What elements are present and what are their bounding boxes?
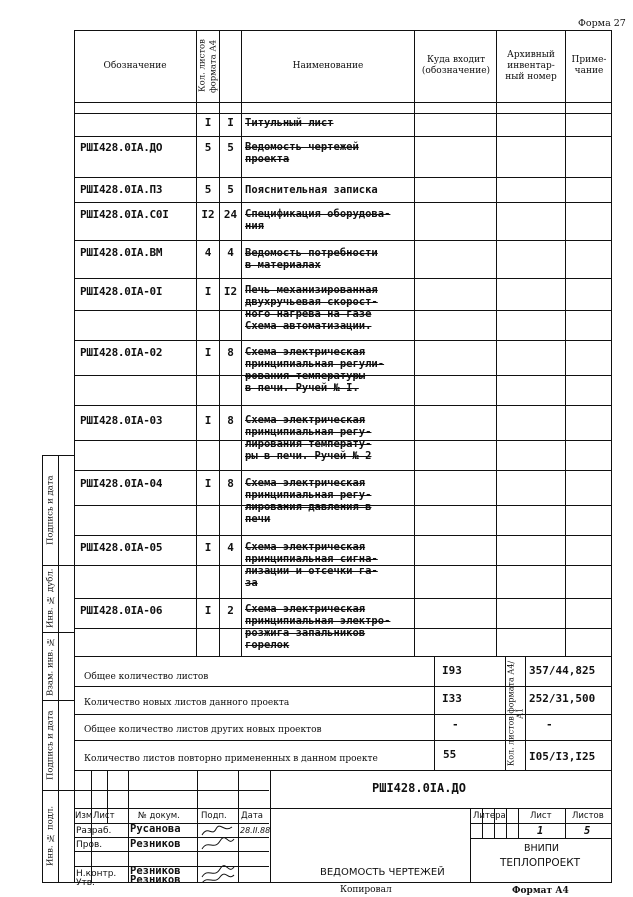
summary-a4: I05/I3,I25 <box>529 750 596 763</box>
row-sheets: I <box>204 477 212 490</box>
summary-label: Общее количество листов <box>84 672 209 682</box>
row-name: Титульный лист <box>245 117 334 129</box>
summary-a4: 252/31,500 <box>529 692 596 705</box>
side-label: Взам. инв. № <box>45 636 56 696</box>
row-code: РШI428.0IA.ПЗ <box>80 183 163 196</box>
row-sheets: 5 <box>204 141 212 154</box>
row-name: Схема электрическая принципиальная регули- рования температуры в печи. Ручей № I. <box>245 346 385 394</box>
stamp-role: Н.контр. <box>76 869 117 879</box>
row-sheets: I <box>204 346 212 359</box>
summary-label: Количество новых листов данного проекта <box>84 698 290 708</box>
header-note: Приме-чание <box>571 55 607 76</box>
stamp-role: Пров. <box>76 840 103 850</box>
stamp-col-header: Подп. <box>201 811 227 821</box>
row-a4: 8 <box>227 477 234 490</box>
summary-label: Количество листов повторно примененных в данном проекте <box>84 754 378 764</box>
row-code: РШI428.0IA-02 <box>80 346 163 359</box>
header-where-used: Куда входит (обозначение) <box>421 55 491 76</box>
summary-count: I33 <box>442 692 462 705</box>
row-code: РШI428.0IA-0I <box>80 285 163 298</box>
row-a4: 24 <box>223 208 238 221</box>
stamp-doc-code: РШI428.0IA.ДО <box>372 781 466 795</box>
row-name: Схема электрическая принципиальная регу- лирования температу- ры в печи. Ручей № 2 <box>245 414 372 462</box>
header-designation: Обозначение <box>103 60 167 71</box>
stamp-sheet-label: Лист <box>530 811 552 821</box>
row-name: Схема электрическая принципиальная сигна- лизации и отсечки га- за <box>245 541 378 589</box>
row-sheets: I <box>204 285 212 298</box>
form-label: Форма 27 <box>578 18 626 29</box>
row-a4: 5 <box>227 141 234 154</box>
row-sheets: I2 <box>201 208 215 221</box>
row-name: Спецификация оборудова- ния <box>245 208 391 232</box>
row-code: РШI428.0IA-06 <box>80 604 163 617</box>
row-name: Пояснительная записка <box>245 184 378 196</box>
row-a4: I2 <box>223 285 238 298</box>
stamp-litera-label: Литера <box>473 811 506 821</box>
header-sheet-count: Кол. листов <box>197 39 208 93</box>
summary-a4: 357/44,825 <box>529 664 596 677</box>
row-name: Печь механизированная двухручьевая скорост- ного нагрева на газе Схема автоматизации. <box>245 284 378 332</box>
stamp-person: Резников <box>130 838 181 850</box>
row-code: РШI428.0IA.ВМ <box>80 246 163 259</box>
row-a4: 2 <box>227 604 234 617</box>
row-sheets: 4 <box>204 246 212 259</box>
row-a4: 5 <box>227 183 234 196</box>
summary-count: I93 <box>442 664 462 677</box>
row-code: РШI428.0IA.С0I <box>80 208 169 221</box>
stamp-col-header: № докум. <box>138 811 180 821</box>
row-sheets: I <box>204 604 212 617</box>
header-format-a4: формата А4 <box>208 39 219 93</box>
stamp-role: Разраб. <box>76 826 112 836</box>
row-code: РШI428.0IA-04 <box>80 477 163 490</box>
row-a4: 8 <box>227 346 234 359</box>
stamp-person: Резников <box>130 874 181 886</box>
stamp-org-line2: ТЕПЛОПРОЕКТ <box>500 857 581 869</box>
stamp-role: Утв. <box>76 878 95 888</box>
row-name: Ведомость потребности в материалах <box>245 247 378 271</box>
row-sheets: I <box>204 541 212 554</box>
summary-count: - <box>452 718 459 731</box>
header-archive-no: Архивный инвентар-ный номер <box>505 49 557 82</box>
row-a4: I <box>227 116 234 129</box>
signature-marks <box>198 823 238 883</box>
stamp-sheet-no: 1 <box>537 825 544 837</box>
summary-count: 55 <box>443 748 457 761</box>
row-code: РШI428.0IA-03 <box>80 414 163 427</box>
row-name: Схема электрическая принципиальная регу- лирования давления в печи <box>245 477 372 525</box>
side-label: Инв. № дубл. <box>45 568 56 628</box>
row-name: Ведомость чертежей проекта <box>245 141 359 165</box>
row-code: РШI428.0IA-05 <box>80 541 163 554</box>
summary-a4: - <box>546 718 553 731</box>
stamp-sheets-total: 5 <box>584 825 591 837</box>
summary-label: Общее количество листов других новых проектов <box>84 725 322 735</box>
stamp-sheets-label: Листов <box>572 811 604 821</box>
stamp-title: ВЕДОМОСТЬ ЧЕРТЕЖЕЙ <box>320 867 445 878</box>
stamp-person: Русанова <box>130 823 181 835</box>
summary-vertical-label: Кол. листов формата А4/А1 <box>506 660 525 766</box>
header-name: Наименование <box>292 60 364 71</box>
stamp-org-line1: ВНИПИ <box>524 843 560 854</box>
row-code: РШI428.0IA.ДО <box>80 141 163 154</box>
side-label: Подпись и дата <box>45 475 56 545</box>
row-name: Схема электрическая принципиальная электро- розжига запальников горелок <box>245 603 391 651</box>
stamp-col-header: Лист <box>93 811 115 821</box>
row-sheets: I <box>204 414 212 427</box>
side-label: Инв. № подл. <box>45 805 56 867</box>
header-a4-col <box>220 32 240 100</box>
footer-format: Формат А4 <box>512 886 569 896</box>
footer-copied: Копировал <box>340 885 392 895</box>
stamp-col-header: Изм <box>75 811 93 821</box>
row-a4: 4 <box>227 541 234 554</box>
row-a4: 4 <box>227 246 234 259</box>
row-sheets: 5 <box>204 183 212 196</box>
stamp-date: 28.II.88 <box>240 826 271 835</box>
stamp-person: Резников <box>130 865 181 877</box>
side-label: Подпись и дата <box>45 710 56 780</box>
stamp-col-header: Дата <box>241 811 264 821</box>
row-a4: 8 <box>227 414 234 427</box>
row-sheets: I <box>204 116 212 129</box>
